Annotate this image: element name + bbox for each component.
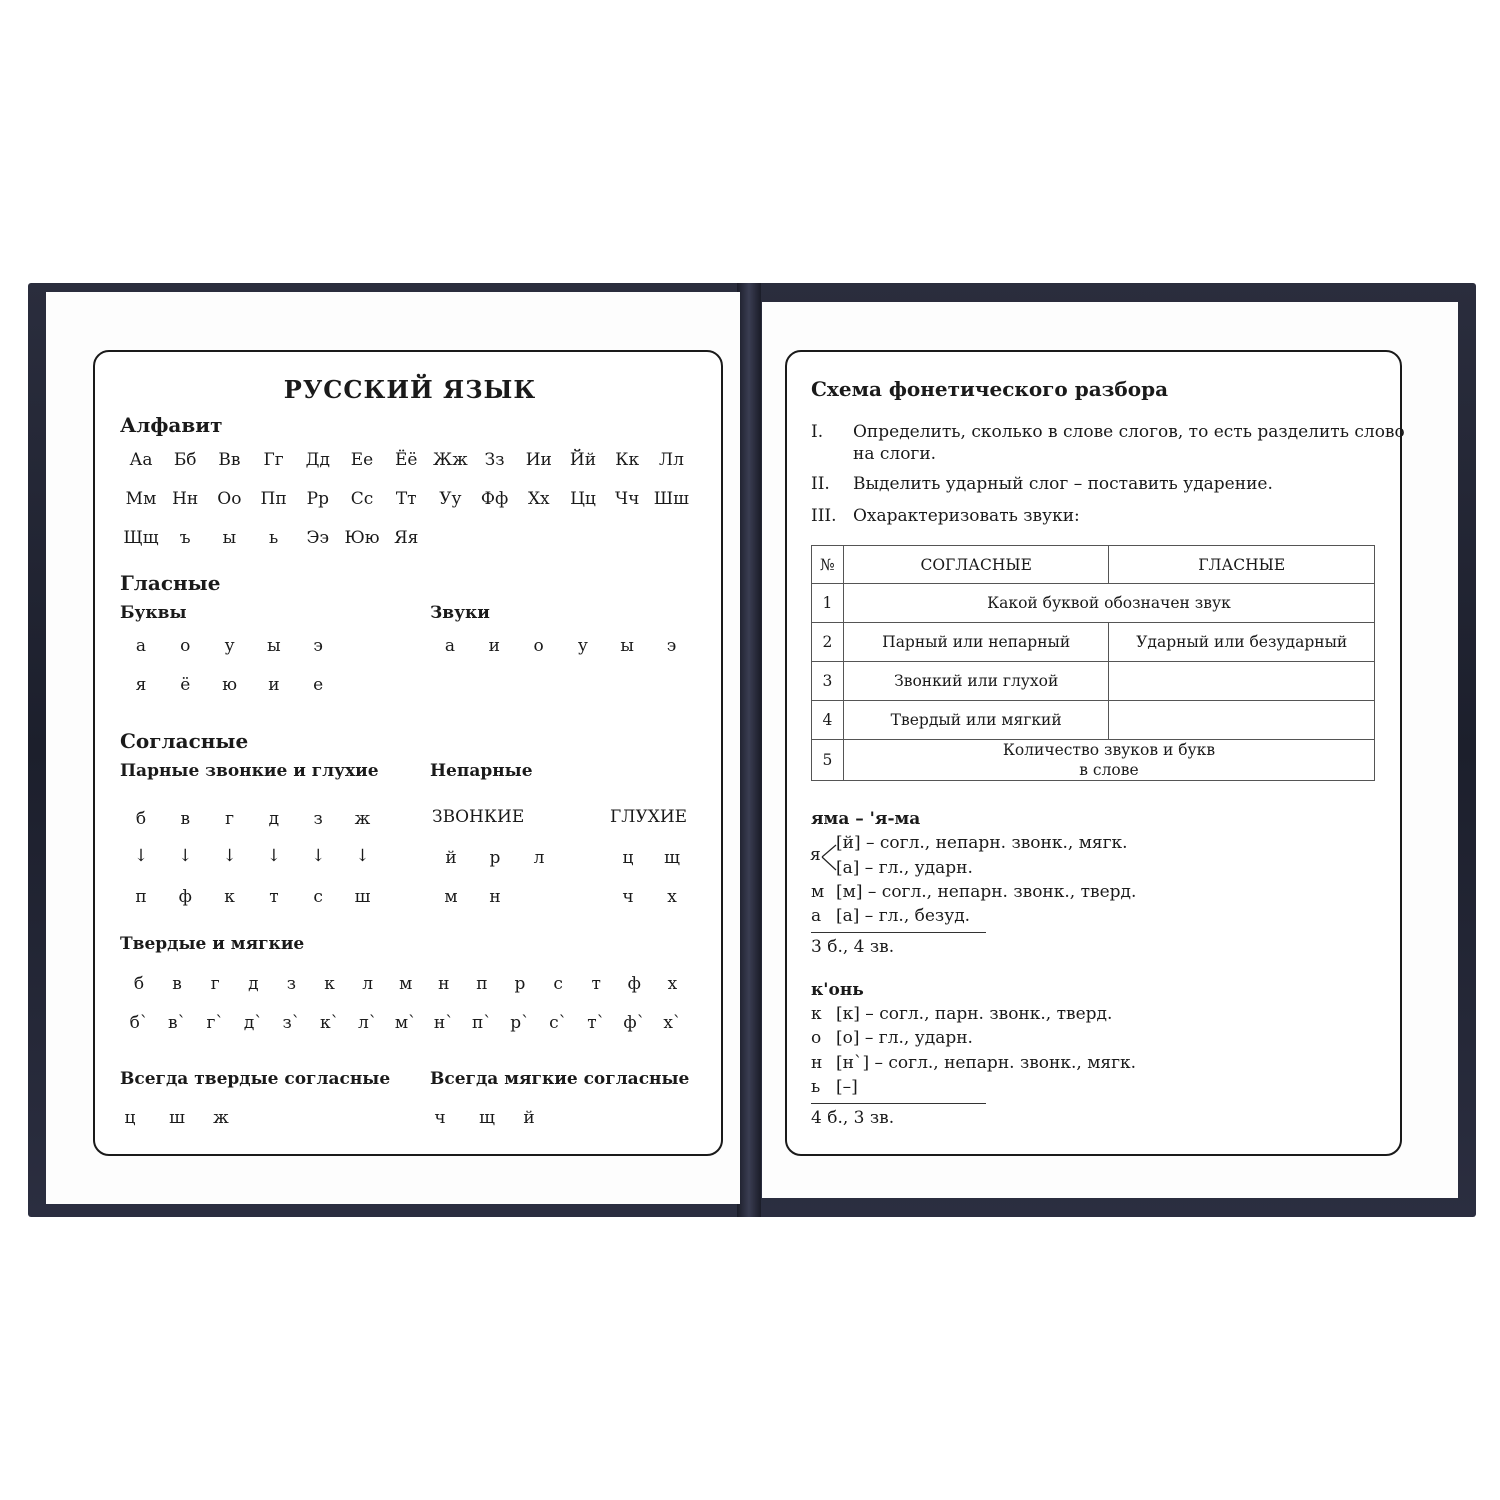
consonant-letter: п	[135, 887, 147, 907]
table-cell: Твердый или мягкий	[843, 701, 1109, 740]
down-arrow-icon: ↓	[311, 846, 326, 866]
hard-consonant: н	[438, 974, 450, 994]
sound-line: [–]	[836, 1077, 858, 1097]
table-cell-merged	[843, 740, 1374, 781]
consonants-heading: Согласные	[120, 729, 249, 753]
consonant-letter: щ	[664, 848, 680, 868]
unpaired-label: Непарные	[430, 761, 533, 781]
alphabet-letter: ы	[222, 528, 237, 548]
down-arrow-icon: ↓	[133, 846, 149, 866]
sound-line: [й] – согл., непарн. звонк., мягк.	[836, 833, 1128, 853]
soft-consonant: д`	[243, 1013, 263, 1033]
consonant-letter: к	[224, 887, 235, 907]
table-cell: 1	[812, 584, 844, 623]
alphabet-letter: Ее	[350, 450, 374, 470]
alphabet-heading: Алфавит	[120, 413, 223, 437]
soft-consonant: г`	[206, 1013, 224, 1033]
step-text-cont: на слоги.	[853, 444, 937, 464]
alphabet-letter: Шш	[653, 489, 689, 509]
alphabet-letter: Сс	[350, 489, 374, 509]
alphabet-letter: ь	[268, 528, 279, 548]
consonant-letter: ч	[622, 887, 634, 907]
alphabet-letter: Рр	[306, 489, 329, 509]
alphabet-letter: Оо	[217, 489, 242, 509]
alphabet-letter: Лл	[658, 450, 684, 470]
vowel-letter: у	[224, 636, 235, 656]
hard-consonant: т	[591, 974, 601, 994]
vowel-letter: ю	[222, 675, 237, 695]
table-cell: 5	[812, 740, 844, 781]
table-cell-line: Количество звуков и букв	[1002, 741, 1216, 759]
alphabet-letter: Зз	[484, 450, 505, 470]
table-cell: Звонкий или глухой	[843, 662, 1109, 701]
vowel-letter: о	[180, 636, 191, 656]
consonant-letter: м	[444, 887, 458, 907]
example-word: яма – 'я-ма	[811, 809, 921, 829]
consonant-letter: н	[489, 887, 501, 907]
table-row	[812, 623, 1375, 662]
hard-consonant: ф	[627, 974, 641, 994]
hard-consonant: х	[667, 974, 678, 994]
alphabet-letter: Нн	[172, 489, 199, 509]
vowel-letter: а	[135, 636, 147, 656]
soft-consonant: л`	[357, 1013, 378, 1033]
consonant-letter: ф	[178, 887, 192, 907]
hard-consonant: п	[476, 974, 488, 994]
consonant-letter: ш	[354, 887, 371, 907]
alphabet-letter: Жж	[433, 450, 468, 470]
table-header: СОГЛАСНЫЕ	[843, 546, 1109, 584]
hard-consonant: ц	[124, 1108, 136, 1128]
vowel-sound: а	[444, 636, 456, 656]
hard-soft-label: Твердые и мягкие	[120, 934, 305, 954]
soft-consonant: с`	[549, 1013, 568, 1033]
sound-letter: м	[811, 882, 825, 902]
alphabet-letter: Гг	[263, 450, 284, 470]
soft-consonant: з`	[282, 1013, 301, 1033]
vowel-letter: ё	[180, 675, 191, 695]
soft-consonant: ч	[434, 1108, 446, 1128]
alphabet-letter: Чч	[614, 489, 640, 509]
table-row	[812, 701, 1375, 740]
example-total: 4 б., 3 зв.	[811, 1108, 895, 1128]
table-header: ГЛАСНЫЕ	[1109, 546, 1375, 584]
step-number: II.	[811, 474, 830, 494]
vowel-letter: э	[313, 636, 323, 656]
hard-consonant: г	[210, 974, 220, 994]
alphabet-letter: Яя	[393, 528, 419, 548]
letters-label: Буквы	[120, 603, 187, 623]
voiced-label: ЗВОНКИЕ	[432, 807, 525, 827]
alphabet-letter: Пп	[260, 489, 287, 509]
sound-line: [м] – согл., непарн. звонк., тверд.	[836, 882, 1137, 902]
left-panel	[93, 350, 723, 1156]
consonant-letter: с	[313, 887, 323, 907]
paired-label: Парные звонкие и глухие	[120, 761, 379, 781]
hard-consonant: м	[399, 974, 413, 994]
consonant-letter: з	[313, 809, 323, 829]
table-cell-line: в слове	[1079, 761, 1139, 779]
step-number: I.	[811, 422, 824, 442]
alphabet-letter: Юю	[344, 528, 380, 548]
down-arrow-icon: ↓	[178, 846, 193, 866]
consonant-letter: л	[533, 848, 545, 868]
sound-letter: к	[811, 1004, 822, 1024]
soft-consonant: х`	[663, 1013, 682, 1033]
example-word: к'онь	[811, 980, 864, 1000]
vowel-sound: о	[533, 636, 544, 656]
alphabet-letter: Фф	[480, 489, 509, 509]
consonant-letter: в	[180, 809, 191, 829]
consonant-letter: р	[489, 848, 501, 868]
table-cell: Парный или непарный	[843, 623, 1109, 662]
consonant-letter: б	[135, 809, 147, 829]
hard-consonant: в	[172, 974, 182, 994]
table-header-row	[812, 546, 1375, 584]
table-row	[812, 584, 1375, 623]
vowel-sound: у	[577, 636, 588, 656]
sound-line: [а] – гл., безуд.	[836, 906, 971, 926]
vowels-heading: Гласные	[120, 571, 221, 595]
page-title: РУССКИЙ ЯЗЫК	[283, 375, 537, 404]
soft-consonant: к`	[319, 1013, 340, 1033]
table-cell: 4	[812, 701, 844, 740]
hard-consonant: р	[514, 974, 526, 994]
table-cell: Ударный или безударный	[1109, 623, 1375, 662]
alphabet-letter: Вв	[218, 450, 241, 470]
soft-consonant: н`	[433, 1013, 454, 1033]
hard-consonant: д	[248, 974, 259, 994]
table-cell	[1109, 701, 1375, 740]
sounds-label: Звуки	[430, 603, 490, 623]
soft-consonant: ф`	[623, 1013, 646, 1033]
always-soft-label: Всегда мягкие согласные	[430, 1069, 690, 1089]
book-spine	[737, 283, 761, 1217]
step-number: III.	[811, 506, 837, 526]
alphabet-letter: Тт	[395, 489, 417, 509]
alphabet-letter: Хх	[527, 489, 550, 509]
consonant-letter: ц	[622, 848, 634, 868]
soft-consonant: т`	[587, 1013, 606, 1033]
sound-letter: а	[811, 906, 822, 926]
soft-consonant: в`	[168, 1013, 187, 1033]
hard-consonant: с	[553, 974, 563, 994]
divider	[811, 1103, 986, 1104]
step-text: Охарактеризовать звуки:	[853, 506, 1080, 526]
sound-letter: о	[811, 1028, 822, 1048]
consonant-letter: х	[667, 887, 677, 907]
sound-letter: н	[811, 1053, 823, 1073]
alphabet-letter: Йй	[569, 450, 597, 470]
hard-consonant: з	[286, 974, 297, 994]
vowel-sound: э	[666, 636, 677, 656]
vowel-letter: ы	[267, 636, 281, 656]
sound-line: [к] – согл., парн. звонк., тверд.	[836, 1004, 1113, 1024]
vowel-sound: и	[488, 636, 500, 656]
sound-line: [н`] – согл., непарн. звонк., мягк.	[836, 1053, 1137, 1073]
table-row	[812, 740, 1375, 781]
alphabet-letter: Аа	[129, 450, 153, 470]
alphabet-letter: Ёё	[394, 450, 418, 470]
table-cell: Какой буквой обозначен звук	[843, 584, 1374, 623]
down-arrow-icon: ↓	[222, 846, 237, 866]
phonetic-table	[811, 545, 1375, 781]
soft-consonant: щ	[479, 1108, 495, 1128]
soft-consonant: й	[523, 1108, 535, 1128]
soft-consonant: п`	[471, 1013, 492, 1033]
vowel-letter: е	[313, 675, 324, 695]
consonant-letter: т	[269, 887, 279, 907]
branch-letter: я	[810, 845, 821, 865]
vowel-letter: я	[135, 675, 147, 695]
hard-consonant: б	[133, 974, 145, 994]
sound-letter: ь	[811, 1077, 821, 1097]
step-text: Выделить ударный слог – поставить ударение.	[853, 474, 1273, 494]
alphabet-letter: Щщ	[123, 528, 159, 548]
consonant-letter: й	[445, 848, 457, 868]
alphabet-letter: Бб	[173, 450, 197, 470]
soft-consonant: м`	[394, 1013, 417, 1033]
alphabet-letter: ъ	[179, 528, 191, 548]
alphabet-letter: Ээ	[306, 528, 330, 548]
always-hard-label: Всегда твердые согласные	[120, 1069, 391, 1089]
voiceless-label: ГЛУХИЕ	[610, 807, 688, 827]
vowel-letter: и	[268, 675, 280, 695]
table-row	[812, 662, 1375, 701]
alphabet-letter: Цц	[570, 489, 596, 509]
hard-consonant: к	[324, 974, 335, 994]
example-total: 3 б., 4 зв.	[811, 937, 895, 957]
soft-consonant: б`	[129, 1013, 149, 1033]
alphabet-letter: Кк	[615, 450, 640, 470]
soft-consonant: р`	[510, 1013, 530, 1033]
consonant-letter: д	[268, 809, 280, 829]
table-cell: 2	[812, 623, 844, 662]
hard-consonant: л	[362, 974, 373, 994]
alphabet-letter: Ии	[525, 450, 552, 470]
table-cell: 3	[812, 662, 844, 701]
step-text: Определить, сколько в слове слогов, то есть разделить слово	[853, 422, 1405, 442]
table-cell	[1109, 662, 1375, 701]
sound-line: [о] – гл., ударн.	[836, 1028, 973, 1048]
hard-consonant: ш	[169, 1108, 185, 1128]
alphabet-letter: Дд	[305, 450, 330, 470]
table-header: №	[812, 546, 844, 584]
down-arrow-icon: ↓	[266, 846, 282, 866]
consonant-letter: г	[225, 809, 235, 829]
down-arrow-icon: ↓	[355, 846, 370, 866]
hard-consonant: ж	[213, 1108, 229, 1128]
divider	[811, 932, 986, 933]
alphabet-letter: Мм	[125, 489, 157, 509]
vowel-sound: ы	[620, 636, 634, 656]
sound-line: [а] – гл., ударн.	[836, 858, 973, 878]
consonant-letter: ж	[354, 809, 371, 829]
alphabet-letter: Уу	[439, 489, 462, 509]
scheme-title: Схема фонетического разбора	[811, 377, 1169, 401]
